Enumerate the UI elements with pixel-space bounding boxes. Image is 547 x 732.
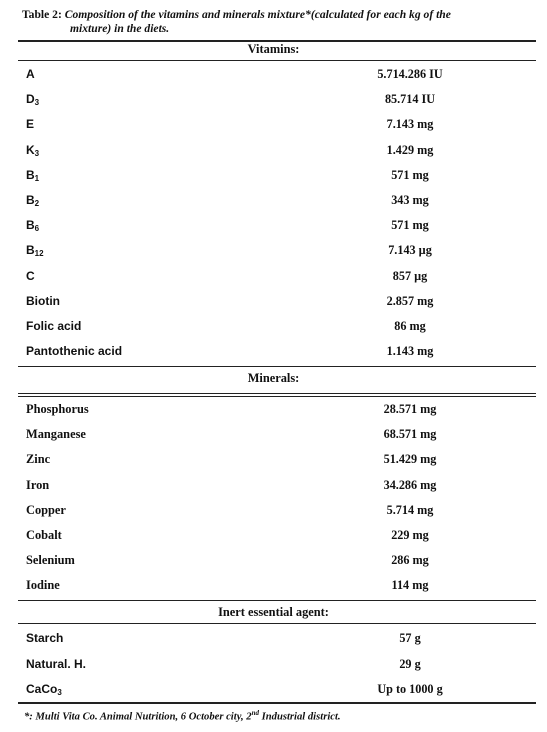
table-row <box>0 294 547 314</box>
row-name <box>26 67 35 81</box>
row-name <box>26 117 34 131</box>
row-name-text: CaCo <box>26 682 58 696</box>
table-row <box>0 503 547 523</box>
row-value: 34.286 mg <box>383 477 437 492</box>
row-name-text: B <box>26 167 35 182</box>
row-name-subscript: 3 <box>34 98 40 108</box>
row-name-text: Starch <box>26 631 64 645</box>
row-name-text: Manganese <box>26 427 86 442</box>
caption-text-line1: Composition of the vitamins and minerals mixture*(calculated for each kg of the <box>64 8 451 21</box>
table-row <box>0 92 547 112</box>
rule-below-minerals-header-1 <box>18 393 536 394</box>
row-name <box>26 319 81 333</box>
table-footnote <box>24 709 341 723</box>
row-value: 7.143 µg <box>388 243 432 258</box>
section-header-minerals: Minerals: <box>247 371 300 385</box>
table-row <box>0 478 547 498</box>
rule-below-inert-header <box>18 623 536 624</box>
row-name <box>26 243 44 258</box>
row-name-text: D <box>26 92 35 107</box>
row-name-text: Biotin <box>26 293 60 308</box>
row-name-text: C <box>26 268 35 283</box>
table-row <box>0 218 547 238</box>
row-name-text: Natural. H. <box>26 656 87 671</box>
row-name-text: E <box>26 117 35 132</box>
row-value: 5.714.286 IU <box>377 67 443 81</box>
table-row <box>0 243 547 263</box>
row-name <box>26 528 62 543</box>
row-name-text: B <box>26 193 35 207</box>
table-row <box>0 143 547 163</box>
caption-text-line2: mixture) in the diets. <box>70 22 170 35</box>
table-row <box>0 682 547 702</box>
row-value: 343 mg <box>391 193 429 207</box>
row-value: 28.571 mg <box>383 402 437 416</box>
row-name <box>26 452 50 467</box>
caption-label: Table 2: <box>22 8 62 21</box>
row-name <box>26 294 60 308</box>
row-name-text: B <box>26 218 35 233</box>
row-name-subscript: 6 <box>34 224 40 234</box>
row-value: 29 g <box>399 656 421 671</box>
row-value: 5.714 mg <box>386 502 434 517</box>
row-value: 1.143 mg <box>386 344 434 359</box>
section-header-vitamins: Vitamins: <box>247 42 300 56</box>
row-value: 85.714 IU <box>384 92 436 107</box>
row-name <box>26 631 63 645</box>
table-row <box>0 269 547 289</box>
row-value: 51.429 mg <box>383 452 437 467</box>
row-name <box>26 478 49 493</box>
row-name <box>26 218 39 233</box>
row-name-subscript: 3 <box>57 688 62 697</box>
row-name-text: Selenium <box>26 553 75 568</box>
table-row <box>0 631 547 651</box>
row-value: 2.857 mg <box>386 293 434 308</box>
table-row <box>0 528 547 548</box>
row-value: 857 µg <box>392 268 428 283</box>
row-name-text: Cobalt <box>26 528 62 542</box>
row-name <box>26 92 39 107</box>
row-name <box>26 682 62 697</box>
row-name-text: Iron <box>26 477 50 492</box>
table-row <box>0 319 547 339</box>
row-value: 1.429 mg <box>386 142 434 157</box>
row-name <box>26 402 89 417</box>
table-row <box>0 578 547 598</box>
rule-above-inert-header <box>18 600 536 601</box>
rule-below-minerals-header-2 <box>18 396 536 397</box>
row-name-text: Phosphorus <box>26 402 89 416</box>
table-row <box>0 427 547 447</box>
row-name <box>26 269 35 283</box>
row-value: 68.571 mg <box>383 427 437 442</box>
section-header-inert: Inert essential agent: <box>218 605 329 619</box>
row-value: 114 mg <box>391 578 429 593</box>
table-row <box>0 452 547 472</box>
row-name <box>26 503 66 518</box>
row-name <box>26 143 39 158</box>
footnote-suffix: Industrial district. <box>259 711 341 723</box>
row-name-text: K <box>26 142 35 157</box>
row-name <box>26 193 39 208</box>
row-name <box>26 344 122 358</box>
row-value: 571 mg <box>391 218 429 233</box>
row-value: 86 mg <box>394 319 426 333</box>
table-row <box>0 344 547 364</box>
table-row <box>0 67 547 87</box>
row-name-text: Iodine <box>26 578 60 593</box>
footnote-prefix: *: Multi Vita Co. Animal Nutrition, 6 October city, 2 <box>24 711 252 723</box>
table-row <box>0 193 547 213</box>
row-name <box>26 168 39 183</box>
row-name-text: Copper <box>26 502 66 517</box>
row-name <box>26 578 60 593</box>
row-value: 229 mg <box>391 528 429 542</box>
row-name-subscript: 2 <box>34 199 40 208</box>
row-name <box>26 427 86 442</box>
table-caption <box>22 8 532 36</box>
table-row <box>0 553 547 573</box>
table-row <box>0 117 547 137</box>
row-value: 57 g <box>399 631 421 645</box>
rule-above-minerals-header <box>18 366 536 367</box>
row-value: 571 mg <box>391 167 429 182</box>
row-value: Up to 1000 g <box>377 682 443 696</box>
row-value: 7.143 mg <box>386 117 434 132</box>
row-name <box>26 657 86 671</box>
table-bottom-rule <box>18 702 536 704</box>
row-name-text: Pantothenic acid <box>26 344 123 359</box>
row-name-text: B <box>26 243 35 258</box>
row-name-text: Folic acid <box>26 319 82 333</box>
table-row <box>0 402 547 422</box>
row-name-subscript: 3 <box>34 148 40 158</box>
row-name-subscript: 1 <box>34 173 40 183</box>
footnote-sup: nd <box>251 709 260 717</box>
table-row <box>0 657 547 677</box>
row-name-subscript: 12 <box>34 249 44 259</box>
row-name <box>26 553 75 568</box>
row-value: 286 mg <box>391 553 429 568</box>
rule-below-vitamins-header <box>18 60 536 61</box>
table-row <box>0 168 547 188</box>
row-name-text: Zinc <box>26 452 51 467</box>
row-name-text: A <box>26 67 35 81</box>
